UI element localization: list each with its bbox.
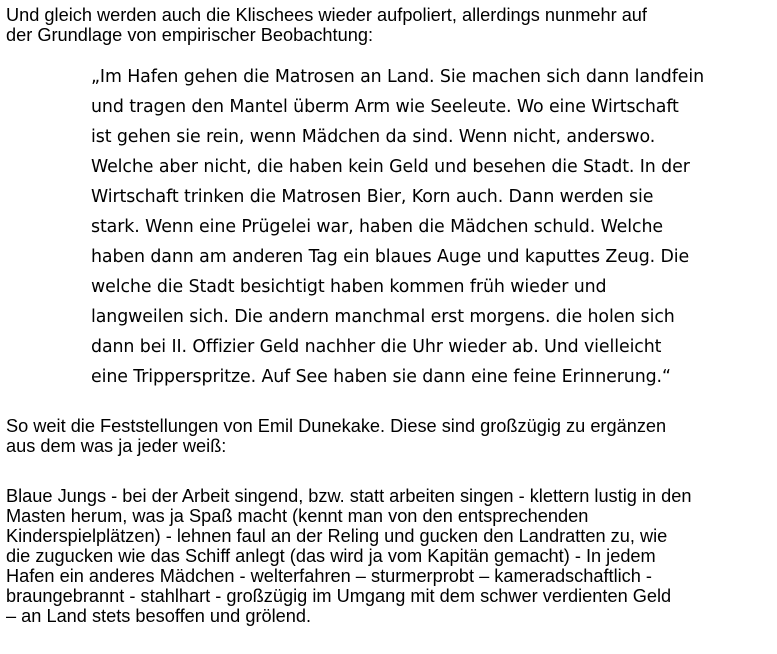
- quote-line: dann bei II. Offizier Geld nachher die Uhr wieder ab. Und vielleicht: [91, 337, 662, 357]
- text-line: Hafen ein anderes Mädchen - welterfahren – sturmerprobt – kameradschaftlich -: [6, 566, 652, 586]
- text-line: Blaue Jungs - bei der Arbeit singend, bzw. statt arbeiten singen - klettern lustig in den: [6, 486, 692, 506]
- cliches-paragraph: [6, 486, 776, 626]
- text-line: – an Land stets besoffen und grölend.: [6, 606, 312, 626]
- quote-line: Wirtschaft trinken die Matrosen Bier, Korn auch. Dann werden sie: [91, 187, 654, 207]
- quote-line: langweilen sich. Die andern manchmal erst morgens. die holen sich: [91, 307, 675, 327]
- quote-line: und tragen den Mantel überm Arm wie Seeleute. Wo eine Wirtschaft: [91, 97, 679, 117]
- findings-paragraph: [6, 416, 776, 456]
- quote-line: stark. Wenn eine Prügelei war, haben die Mädchen schuld. Welche: [91, 217, 663, 237]
- quote-line: „Im Hafen gehen die Matrosen an Land. Sie machen sich dann landfein: [91, 67, 705, 87]
- text-line: Und gleich werden auch die Klischees wieder aufpoliert, allerdings nunmehr auf: [6, 5, 647, 25]
- quote-line: eine Tripperspritze. Auf See haben sie dann eine feine Erinnerung.“: [91, 367, 671, 387]
- text-line: die zugucken wie das Schiff anlegt (das wird ja vom Kapitän gemacht) - In jedem: [6, 546, 656, 566]
- text-line: braungebrannt - stahlhart - großzügig im Umgang mit dem schwer verdienten Geld: [6, 586, 672, 606]
- quote-line: ist gehen sie rein, wenn Mädchen da sind. Wenn nicht, anderswo.: [91, 127, 656, 147]
- text-line: der Grundlage von empirischer Beobachtung:: [6, 25, 374, 45]
- intro-paragraph: [6, 5, 776, 45]
- quote-line: welche die Stadt besichtigt haben kommen früh wieder und: [91, 277, 607, 297]
- text-line: So weit die Feststellungen von Emil Dunekake. Diese sind großzügig zu ergänzen: [6, 416, 667, 436]
- quote-line: Welche aber nicht, die haben kein Geld und besehen die Stadt. In der: [91, 157, 690, 177]
- text-line: aus dem was ja jeder weiß:: [6, 436, 227, 456]
- quotation-block: [91, 62, 771, 392]
- quote-line: haben dann am anderen Tag ein blaues Auge und kaputtes Zeug. Die: [91, 247, 690, 267]
- text-line: Kinderspielplätzen) - lehnen faul an der Reling und gucken den Landratten zu, wie: [6, 526, 668, 546]
- text-line: Masten herum, was ja Spaß macht (kennt man von den entsprechenden: [6, 506, 589, 526]
